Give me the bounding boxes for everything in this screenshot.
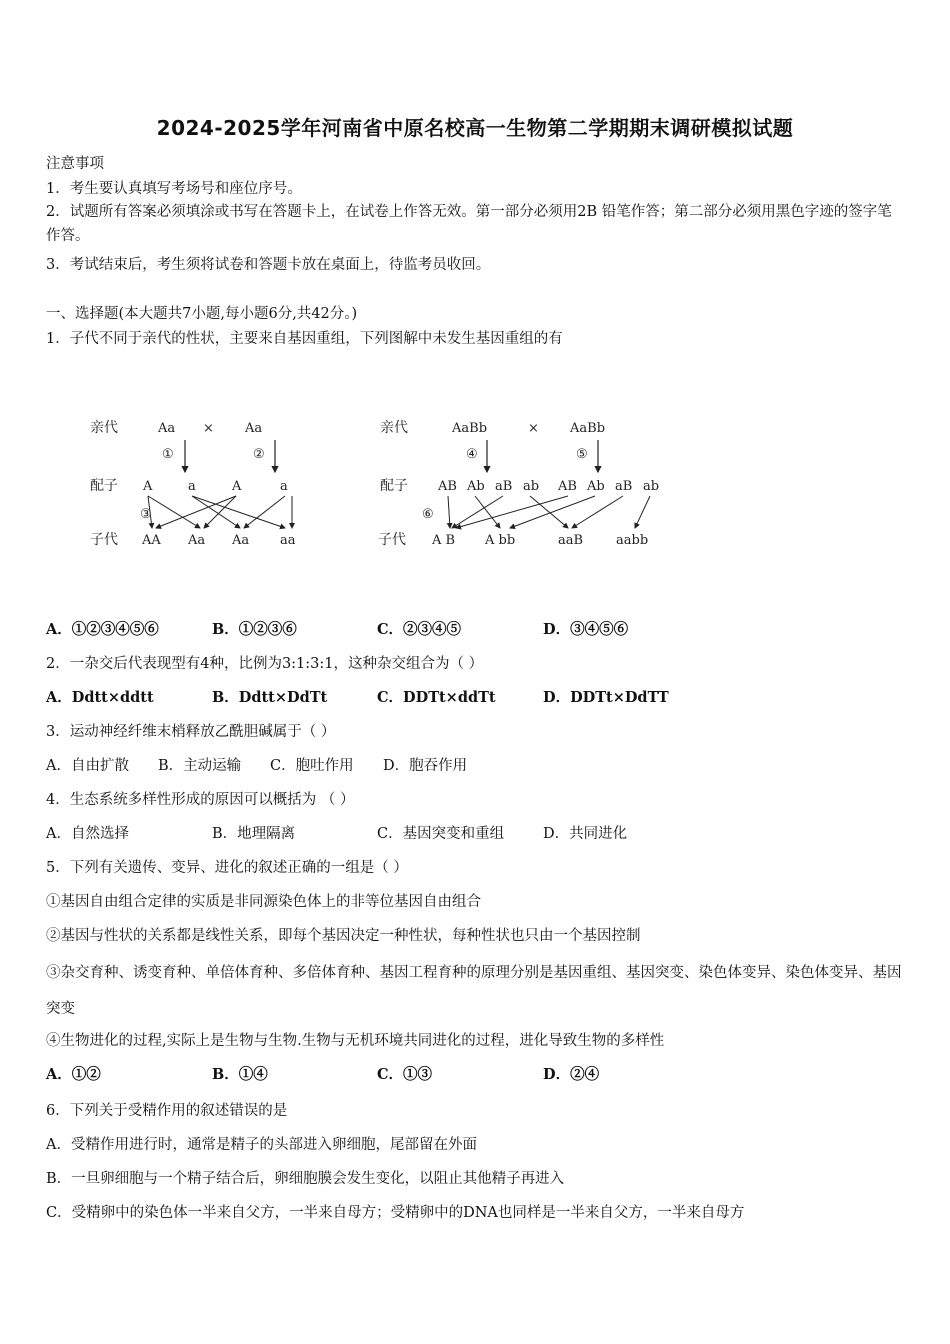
question-stem: 4．生态系统多样性形成的原因可以概括为 （ ） [46,792,355,808]
gamete: a [280,479,288,494]
offspring-genotype: A B [432,533,456,548]
gamete: ab [523,479,540,494]
option: C．受精卵中的染色体一半来自父方，一半来自母方；受精卵中的DNA也同样是一半来自父方，一半来自母方 [46,1205,745,1221]
question-stem: 1．子代不同于亲代的性状，主要来自基因重组，下列图解中未发生基因重组的有 [46,331,563,347]
option: C．基因突变和重组 [377,826,505,842]
cross-symbol: × [203,421,214,436]
notice-heading: 注意事项 [46,156,104,172]
gamete: Ab [587,479,605,494]
statement: ①基因自由组合定律的实质是非同源染色体上的非等位基因自由组合 [46,894,481,910]
option: C．胞吐作用 [270,758,354,774]
gamete: A [232,479,242,494]
option: B．①②③⑥ [212,621,297,638]
notice-item: 1．考生要认真填写考场号和座位序号。 [46,181,302,197]
option: C．②③④⑤ [377,621,462,638]
option: C．①③ [377,1066,433,1083]
step-marker: ① [162,447,174,462]
gamete: aB [615,479,633,494]
step-marker: ② [253,447,265,462]
statement: ③杂交育种、诱变育种、单倍体育种、多倍体育种、基因工程育种的原理分别是基因重组、基因突变、染色体变异、染色体变异、基因突变 [46,965,902,1017]
option: B．地理隔离 [212,826,296,842]
offspring-genotype: aa [280,533,296,548]
section-heading: 一、选择题(本大题共7小题,每小题6分,共42分。) [46,306,358,322]
statement: ④生物进化的过程,实际上是生物与生物.生物与无机环境共同进化的过程，进化导致生物的多样性 [46,1033,665,1049]
option: A．①②③④⑤⑥ [46,621,159,638]
question-stem: 5．下列有关遗传、变异、进化的叙述正确的一组是（ ） [46,860,408,876]
step-marker: ③ [140,507,152,522]
step-marker: ⑤ [576,447,588,462]
option: A．受精作用进行时，通常是精子的头部进入卵细胞，尾部留在外面 [46,1137,477,1153]
option: D．②④ [543,1066,600,1083]
question-stem: 6．下列关于受精作用的叙述错误的是 [46,1103,288,1119]
question-stem: 2．一杂交后代表现型有4种，比例为3:1:3:1，这种杂交组合为（ ） [46,656,484,672]
offspring-genotype: A bb [485,533,516,548]
genetics-diagram [80,410,680,560]
option: D．胞吞作用 [383,758,468,774]
step-marker: ④ [466,447,478,462]
question-stem: 3．运动神经纤维末梢释放乙酰胆碱属于（ ） [46,724,336,740]
row-label-gamete: 配子 [90,478,118,494]
offspring-genotype: AA [142,533,161,548]
row-label-parent: 亲代 [90,420,118,436]
gamete: a [188,479,196,494]
gamete: aB [495,479,513,494]
option: A．自然选择 [46,826,129,842]
page-title: 2024-2025学年河南省中原名校高一生物第二学期期末调研模拟试题 [156,116,794,140]
option: A．①② [46,1066,101,1083]
gamete: A [143,479,153,494]
parent-genotype: AaBb [570,421,606,436]
row-label-parent: 亲代 [380,420,408,436]
option: B．主动运输 [158,758,242,774]
gamete: Ab [467,479,485,494]
row-label-gamete: 配子 [380,478,408,494]
offspring-genotype: Aa [232,533,250,548]
offspring-genotype: Aa [188,533,206,548]
parent-genotype: Aa [158,421,176,436]
notice-item: 2．试题所有答案必须填涂或书写在答题卡上，在试卷上作答无效。第一部分必须用2B 铅笔作答；第二部分必须用黑色字迹的签字笔作答。 [46,204,892,244]
option: B．一旦卵细胞与一个精子结合后，卵细胞膜会发生变化，以阻止其他精子再进入 [46,1171,565,1187]
offspring-genotype: aabb [616,533,649,548]
option: D．③④⑤⑥ [543,621,629,638]
option: A．Ddtt×ddtt [46,689,154,706]
row-label-offspring: 子代 [90,532,118,548]
gamete: AB [558,479,577,494]
cross-symbol: × [528,421,539,436]
step-marker: ⑥ [422,507,434,522]
statement: ②基因与性状的关系都是线性关系，即每个基因决定一种性状，每种性状也只由一个基因控制 [46,928,641,944]
option: C．DDTt×ddTt [377,689,496,706]
option: D．共同进化 [543,826,628,842]
option: B．①④ [212,1066,268,1083]
parent-genotype: AaBb [452,421,488,436]
option: B．Ddtt×DdTt [212,689,328,706]
gamete: AB [438,479,457,494]
notice-item: 3．考试结束后，考生须将试卷和答题卡放在桌面上，待监考员收回。 [46,257,491,273]
option: A．自由扩散 [46,758,129,774]
parent-genotype: Aa [245,421,263,436]
row-label-offspring: 子代 [378,532,406,548]
offspring-genotype: aaB [558,533,584,548]
gamete: ab [643,479,660,494]
option: D．DDTt×DdTT [543,689,669,706]
